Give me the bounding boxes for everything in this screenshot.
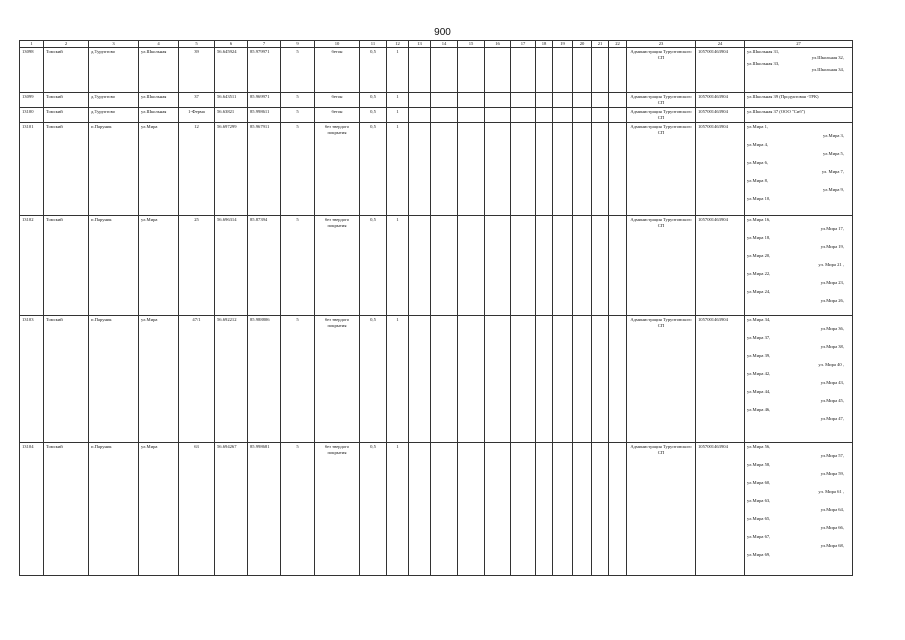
address-line: ул.Мира 10, (747, 196, 771, 201)
column-number-row (20, 41, 853, 48)
empty-cell (431, 216, 458, 316)
container-count-cell: 1 (387, 123, 409, 216)
longitude-cell: 85.979971 (248, 48, 281, 93)
empty-cell (511, 48, 536, 93)
longitude-cell: 85.988806 (248, 316, 281, 443)
address-line: ул.Мира 47, (820, 416, 844, 421)
address-line: ул.Мира 66, (820, 525, 844, 530)
column-number: 3 (89, 41, 139, 48)
column-number: 20 (573, 41, 592, 48)
empty-cell (485, 123, 511, 216)
longitude-cell: 85.87394 (248, 216, 281, 316)
empty-cell (458, 316, 485, 443)
empty-cell (536, 216, 553, 316)
district-cell: Томский (44, 48, 89, 93)
empty-cell (553, 48, 573, 93)
area-cell: 5 (281, 123, 315, 216)
volume-cell: 0,5 (360, 93, 387, 108)
address-line: ул.Мира 17, (820, 226, 844, 231)
table-row (20, 48, 853, 93)
empty-cell (431, 93, 458, 108)
locality-cell: д.Туруптово (89, 48, 139, 93)
address-line: ул.Мира 20, (747, 253, 771, 258)
empty-cell (553, 216, 573, 316)
volume-cell: 0,5 (360, 316, 387, 443)
latitude-cell: 56.63821 (215, 108, 248, 123)
house-cell: 39 (179, 48, 215, 93)
volume-cell: 0,5 (360, 48, 387, 93)
empty-cell (485, 48, 511, 93)
empty-cell (485, 443, 511, 576)
longitude-cell: 85.969971 (248, 93, 281, 108)
owner-cell: Администрация Туруптовского СП (627, 443, 696, 576)
page-number: 900 (434, 27, 451, 38)
surface-cell: бетон (315, 108, 360, 123)
table-row (20, 123, 853, 216)
registry-table (19, 40, 853, 576)
empty-cell (592, 216, 609, 316)
empty-cell (592, 108, 609, 123)
address-line: ул.Мира 65, (747, 516, 771, 521)
container-count-cell: 1 (387, 48, 409, 93)
ogrn-cell: 1057001463904 (696, 216, 745, 316)
empty-cell (573, 108, 592, 123)
surface-cell: бетон (315, 93, 360, 108)
street-cell: ул.Мира (139, 123, 179, 216)
empty-cell (573, 443, 592, 576)
address-line: ул.Мира 19, (820, 244, 844, 249)
address-line: ул.Мира 69, (747, 552, 771, 557)
address-line: ул.Мира 39, (747, 353, 771, 358)
locality-cell: д.Туруптово (89, 108, 139, 123)
address-line: ул.Мира 60, (747, 480, 771, 485)
empty-cell (592, 93, 609, 108)
ogrn-cell: 1057001463904 (696, 93, 745, 108)
record-id-cell: 13103 (20, 316, 44, 443)
empty-cell (592, 443, 609, 576)
column-number: 15 (458, 41, 485, 48)
empty-cell (511, 316, 536, 443)
record-id-cell: 13099 (20, 93, 44, 108)
column-number: 4 (139, 41, 179, 48)
house-cell: 12 (179, 123, 215, 216)
record-id-cell: 13098 (20, 48, 44, 93)
column-number: 2 (44, 41, 89, 48)
ogrn-cell: 1057001463904 (696, 48, 745, 93)
column-number: 13 (409, 41, 431, 48)
latitude-cell: 56.643511 (215, 93, 248, 108)
empty-cell (485, 216, 511, 316)
empty-cell (511, 108, 536, 123)
column-number: 9 (281, 41, 315, 48)
latitude-cell: 56.694267 (215, 443, 248, 576)
ogrn-cell: 1057001463904 (696, 123, 745, 216)
address-line: ул.Мира 43, (820, 380, 844, 385)
address-line: ул.Мира 3, (822, 133, 844, 138)
container-count-cell: 1 (387, 93, 409, 108)
column-number: 17 (511, 41, 536, 48)
empty-cell (431, 443, 458, 576)
empty-cell (431, 108, 458, 123)
address-line: ул.Школьная 37 (ООО "Сиб") (747, 109, 806, 114)
address-line: ул.Мира 58, (747, 462, 771, 467)
empty-cell (536, 443, 553, 576)
empty-cell (511, 443, 536, 576)
district-cell: Томский (44, 216, 89, 316)
address-line: ул. Мира 40 , (818, 362, 844, 367)
empty-cell (431, 316, 458, 443)
surface-cell: без твердого покрытия (315, 443, 360, 576)
addresses-cell (745, 108, 853, 123)
area-cell: 5 (281, 316, 315, 443)
empty-cell (485, 93, 511, 108)
empty-cell (609, 108, 627, 123)
district-cell: Томский (44, 316, 89, 443)
column-number: 11 (360, 41, 387, 48)
area-cell: 5 (281, 443, 315, 576)
empty-cell (536, 108, 553, 123)
empty-cell (458, 93, 485, 108)
record-id-cell: 13100 (20, 108, 44, 123)
empty-cell (536, 48, 553, 93)
empty-cell (536, 93, 553, 108)
ogrn-cell: 1057001463904 (696, 443, 745, 576)
locality-cell: п.Паруник (89, 123, 139, 216)
column-number: 27 (745, 41, 853, 48)
empty-cell (409, 123, 431, 216)
column-number: 22 (609, 41, 627, 48)
district-cell: Томский (44, 443, 89, 576)
latitude-cell: 56.692212 (215, 316, 248, 443)
house-cell: 25 (179, 216, 215, 316)
area-cell: 5 (281, 108, 315, 123)
record-id-cell: 13102 (20, 216, 44, 316)
table-row (20, 216, 853, 316)
empty-cell (609, 48, 627, 93)
empty-cell (536, 123, 553, 216)
street-cell: ул.Мира (139, 443, 179, 576)
empty-cell (409, 443, 431, 576)
address-line: ул.Школьная 39 (Продуктовая -ТРК) (747, 94, 819, 99)
empty-cell (458, 123, 485, 216)
empty-cell (592, 123, 609, 216)
address-line: ул.Мира 64, (820, 507, 844, 512)
record-id-cell: 13101 (20, 123, 44, 216)
column-number: 14 (431, 41, 458, 48)
address-line: ул.Мира 1, (747, 124, 769, 129)
address-line: ул.Школьная 31, (747, 49, 780, 54)
house-cell: 37 (179, 93, 215, 108)
empty-cell (409, 48, 431, 93)
empty-cell (609, 93, 627, 108)
empty-cell (409, 93, 431, 108)
column-number: 21 (592, 41, 609, 48)
column-number: 16 (485, 41, 511, 48)
address-line: ул.Мира 67, (747, 534, 771, 539)
column-number: 12 (387, 41, 409, 48)
street-cell: ул.Школьная (139, 48, 179, 93)
ogrn-cell: 1057001463904 (696, 108, 745, 123)
address-line: ул.Мира 42, (747, 371, 771, 376)
address-line: ул.Мира 44, (747, 389, 771, 394)
street-cell: ул.Мира (139, 316, 179, 443)
container-count-cell: 1 (387, 108, 409, 123)
district-cell: Томский (44, 93, 89, 108)
empty-cell (409, 108, 431, 123)
empty-cell (573, 216, 592, 316)
address-line: ул.Мира 5, (822, 151, 844, 156)
column-number: 5 (179, 41, 215, 48)
owner-cell: Администрация Туруптовского СП (627, 108, 696, 123)
address-line: ул.Мира 26, (820, 298, 844, 303)
street-cell: ул.Мира (139, 216, 179, 316)
address-line: ул.Мира 22, (747, 271, 771, 276)
empty-cell (409, 216, 431, 316)
address-line: ул.Мира 23, (820, 280, 844, 285)
empty-cell (553, 443, 573, 576)
empty-cell (609, 216, 627, 316)
address-line: ул. Мира 7, (821, 169, 844, 174)
address-line: ул.Мира 46, (747, 407, 771, 412)
address-line: ул.Мира 24, (747, 289, 771, 294)
address-line: ул.Мира 57, (820, 453, 844, 458)
owner-cell: Администрация Туруптовского СП (627, 48, 696, 93)
column-number: 6 (215, 41, 248, 48)
address-line: ул.Мира 4, (747, 142, 769, 147)
volume-cell: 0,5 (360, 443, 387, 576)
empty-cell (536, 316, 553, 443)
ogrn-cell: 1057001463904 (696, 316, 745, 443)
addresses-cell (745, 123, 853, 216)
address-line: ул.Мира 16, (747, 217, 771, 222)
addresses-cell (745, 216, 853, 316)
table-row (20, 316, 853, 443)
addresses-cell (745, 443, 853, 576)
volume-cell: 0,5 (360, 108, 387, 123)
locality-cell: п.Паруник (89, 316, 139, 443)
addresses-cell (745, 316, 853, 443)
column-number: 19 (553, 41, 573, 48)
table-row (20, 443, 853, 576)
locality-cell: п.Паруник (89, 443, 139, 576)
house-cell: 63 (179, 443, 215, 576)
latitude-cell: 56.697299 (215, 123, 248, 216)
surface-cell: без твердого покрытия (315, 123, 360, 216)
column-number: 7 (248, 41, 281, 48)
empty-cell (609, 123, 627, 216)
empty-cell (553, 93, 573, 108)
container-count-cell: 1 (387, 443, 409, 576)
empty-cell (458, 108, 485, 123)
address-line: ул.Мира 45, (820, 398, 844, 403)
address-line: ул.Мира 36, (820, 326, 844, 331)
empty-cell (485, 316, 511, 443)
street-cell: ул.Школьная (139, 108, 179, 123)
empty-cell (409, 316, 431, 443)
volume-cell: 0,5 (360, 216, 387, 316)
locality-cell: д.Туруптово (89, 93, 139, 108)
owner-cell: Администрация Туруптовского СП (627, 216, 696, 316)
address-line: ул.Школьная 33, (747, 61, 780, 66)
house-cell: 1-Ферма (179, 108, 215, 123)
area-cell: 5 (281, 48, 315, 93)
empty-cell (609, 316, 627, 443)
address-line: ул.Мира 59, (820, 471, 844, 476)
address-line: ул.Мира 18, (747, 235, 771, 240)
column-number: 10 (315, 41, 360, 48)
record-id-cell: 13104 (20, 443, 44, 576)
owner-cell: Администрация Туруптовского СП (627, 93, 696, 108)
street-cell: ул.Школьная (139, 93, 179, 108)
locality-cell: п.Паруник (89, 216, 139, 316)
empty-cell (573, 93, 592, 108)
empty-cell (553, 108, 573, 123)
addresses-cell (745, 48, 853, 93)
empty-cell (553, 316, 573, 443)
address-line: ул.Мира 56, (747, 444, 771, 449)
empty-cell (458, 48, 485, 93)
district-cell: Томский (44, 108, 89, 123)
area-cell: 5 (281, 216, 315, 316)
owner-cell: Администрация Туруптовского СП (627, 123, 696, 216)
empty-cell (511, 93, 536, 108)
owner-cell: Администрация Туруптовского СП (627, 316, 696, 443)
empty-cell (609, 443, 627, 576)
address-line: ул.Мира 38, (820, 344, 844, 349)
address-line: ул.Мира 6, (747, 160, 769, 165)
empty-cell (431, 48, 458, 93)
column-number: 23 (627, 41, 696, 48)
area-cell: 5 (281, 93, 315, 108)
column-number: 24 (696, 41, 745, 48)
surface-cell: без твердого покрытия (315, 216, 360, 316)
address-line: ул.Мира 9, (822, 187, 844, 192)
empty-cell (485, 108, 511, 123)
address-line: ул. Мира 61 , (818, 489, 844, 494)
longitude-cell: 85.998681 (248, 443, 281, 576)
empty-cell (458, 216, 485, 316)
address-line: ул. Мира 21 , (818, 262, 844, 267)
empty-cell (431, 123, 458, 216)
container-count-cell: 1 (387, 216, 409, 316)
volume-cell: 0,5 (360, 123, 387, 216)
longitude-cell: 85.998611 (248, 108, 281, 123)
table-row (20, 108, 853, 123)
empty-cell (553, 123, 573, 216)
address-line: ул.Школьная 34, (811, 67, 844, 72)
empty-cell (458, 443, 485, 576)
longitude-cell: 85.967911 (248, 123, 281, 216)
registry-body (20, 41, 853, 576)
district-cell: Томский (44, 123, 89, 216)
address-line: ул.Школьная 32, (811, 55, 844, 60)
surface-cell: без твердого покрытия (315, 316, 360, 443)
address-line: ул.Мира 37, (747, 335, 771, 340)
latitude-cell: 56.645924 (215, 48, 248, 93)
empty-cell (573, 316, 592, 443)
column-number: 1 (20, 41, 44, 48)
empty-cell (592, 316, 609, 443)
empty-cell (511, 216, 536, 316)
column-number: 18 (536, 41, 553, 48)
address-line: ул.Мира 34, (747, 317, 771, 322)
empty-cell (592, 48, 609, 93)
addresses-cell (745, 93, 853, 108)
address-line: ул.Мира 8, (747, 178, 769, 183)
latitude-cell: 56.696314 (215, 216, 248, 316)
container-count-cell: 1 (387, 316, 409, 443)
surface-cell: бетон (315, 48, 360, 93)
address-line: ул.Мира 68, (820, 543, 844, 548)
address-line: ул.Мира 63, (747, 498, 771, 503)
house-cell: 47/1 (179, 316, 215, 443)
empty-cell (511, 123, 536, 216)
empty-cell (573, 123, 592, 216)
table-row (20, 93, 853, 108)
empty-cell (573, 48, 592, 93)
